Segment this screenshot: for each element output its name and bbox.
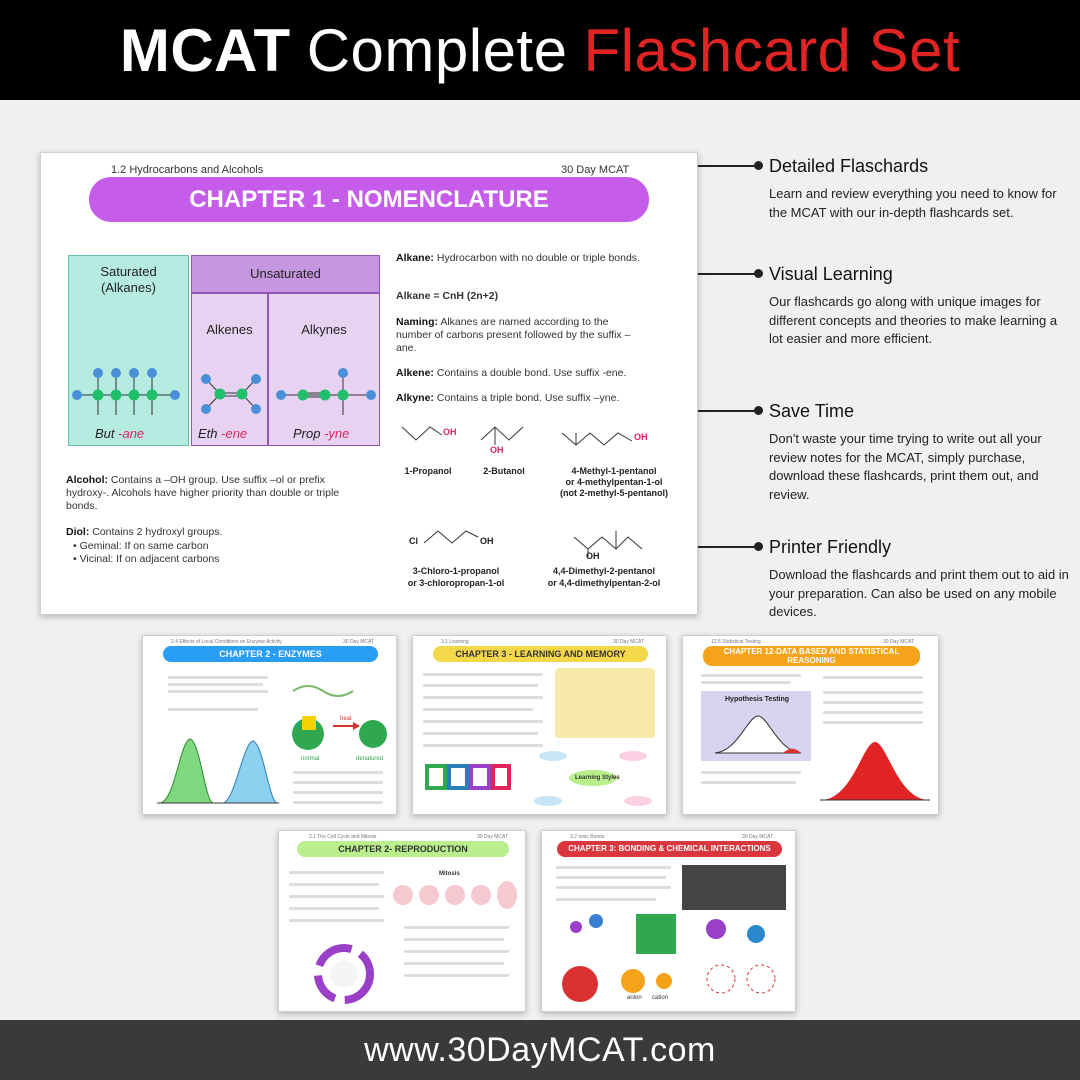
connector-line-2: [698, 273, 758, 275]
text-line: [556, 876, 666, 879]
saturated-label: Saturated (Alkanes): [100, 264, 157, 295]
table-line: [293, 791, 383, 794]
alkene-definition: [396, 367, 626, 380]
mini-tag: 2.4 Effects of Local Conditions on Enzyme Activity: [171, 639, 282, 645]
oh-label-3: OH: [634, 432, 648, 442]
text-line: [423, 684, 538, 687]
feature-title: Visual Learning: [769, 264, 893, 284]
text-line: [168, 690, 268, 693]
text-line: [701, 681, 791, 684]
alkynes-label: Alkynes: [301, 322, 347, 337]
card-title: CHAPTER 1 - NOMENCLATURE: [89, 177, 649, 222]
butane-suffix: -ane: [118, 426, 145, 441]
butane-molecule-diagram: [71, 365, 186, 415]
alcohol-skeletal-structures: [396, 415, 666, 465]
anion-label: anion: [627, 995, 642, 1001]
mini-tag: 12.6 Statistical Testing: [711, 639, 761, 645]
page-header: [0, 0, 1080, 100]
mitosis-label: Mitosis: [439, 871, 460, 877]
feature-text: Learn and review everything you need to know for the MCAT with our in-depth flashcards set.: [769, 186, 1057, 220]
unsaturated-label: Unsaturated: [191, 255, 380, 293]
geminal-bullet: • Geminal: If on same carbon: [73, 540, 209, 552]
table-line: [293, 801, 383, 804]
title-mcat: MCAT: [119, 16, 291, 84]
oh-label-5: OH: [586, 551, 600, 561]
propyne-caption: [293, 426, 349, 441]
enzyme-activity-curves: [155, 731, 280, 809]
text-line: [556, 898, 656, 901]
card-brand: 30 Day MCAT: [561, 164, 630, 176]
mini-brand: 30 Day MCAT: [343, 639, 375, 645]
hypothesis-label: Hypothesis Testing: [725, 696, 790, 703]
ethene-caption: [198, 426, 247, 441]
butane-prefix: But: [95, 426, 115, 441]
alcohol-text: Contains a –OH group. Use suffix –ol or prefix hydroxy-. Alcohols have higher priority than double or triple bonds.: [66, 474, 340, 512]
alkane-definition: [396, 252, 651, 265]
table-line: [823, 701, 923, 704]
text-line: [556, 866, 671, 869]
text-line: [289, 883, 379, 886]
connector-line-4: [698, 546, 758, 548]
geminal-text: Geminal: If on same carbon: [79, 540, 209, 552]
connector-line-3: [698, 410, 758, 412]
mini-brand: 30 Day MCAT: [613, 639, 645, 645]
name-4-4-dimethyl-2-pentanol: [539, 565, 669, 589]
diol-label: Diol:: [66, 526, 90, 538]
feature-detailed-flashcards: [769, 156, 1069, 222]
diol-text: Contains 2 hydroxyl groups.: [92, 526, 223, 538]
table-line: [823, 711, 923, 714]
cell-cycle-diagram: [309, 939, 379, 1009]
mini-card-enzymes: [142, 635, 397, 815]
alkene-label: Alkene:: [396, 367, 434, 379]
feature-title: Save Time: [769, 401, 855, 421]
alkyne-label: Alkyne:: [396, 392, 434, 404]
hypothesis-curve: [713, 711, 803, 756]
confidence-interval-curve: [818, 736, 933, 806]
table-line: [293, 781, 383, 784]
alkane-formula: Alkane = CnH (2n+2): [396, 290, 499, 302]
text-line: [423, 708, 533, 711]
mini-brand: 30 Day MCAT: [477, 834, 509, 840]
alkane-label: Alkane:: [396, 252, 434, 264]
name-2-butanol: 2-Butanol: [483, 466, 525, 476]
name-3-chloro-line-b: or 3-chloropropan-1-ol: [407, 578, 505, 588]
feature-text: Our flashcards go along with unique images for different concepts and theories to make learning a lot easier and more efficient.: [769, 294, 1058, 346]
alkane-text: Hydrocarbon with no double or triple bonds.: [436, 252, 640, 264]
text-line: [404, 974, 509, 977]
table-line: [823, 691, 923, 694]
mini-title: CHAPTER 3: BONDING & CHEMICAL INTERACTIONS: [557, 841, 782, 857]
table-line: [823, 721, 923, 724]
cation-label: cation: [652, 995, 669, 1001]
alcohol-definition: [66, 474, 366, 513]
title-flashcard-set: Flashcard Set: [583, 16, 961, 84]
butane-caption: [95, 426, 144, 441]
mini-brand: 30 Day MCAT: [883, 639, 915, 645]
alkyne-text: Contains a triple bond. Use suffix –yne.: [436, 392, 620, 404]
text-line: [168, 683, 263, 686]
chloro-alcohol-skeletal-structures: [406, 521, 676, 561]
text-line: [404, 950, 509, 953]
ethene-suffix: -ene: [221, 426, 248, 441]
connector-line-1: [698, 165, 758, 167]
text-line: [423, 732, 538, 735]
feature-visual-learning: [769, 264, 1069, 349]
mitosis-diagram: [391, 879, 521, 914]
ethene-prefix: Eth: [198, 426, 218, 441]
feature-title: Detailed Flaschards: [769, 156, 929, 176]
name-4-methyl-line-a: 4-Methyl-1-pentanol: [571, 466, 657, 476]
ion-transfer-diagram: [682, 865, 786, 910]
saturated-panel: [68, 255, 189, 446]
text-line: [423, 673, 543, 676]
mini-title: CHAPTER 2 - ENZYMES: [163, 646, 378, 662]
cl-label: Cl: [409, 536, 418, 546]
mini-card-statistics: [682, 635, 939, 815]
mini-card-learning-memory: [412, 635, 667, 815]
oh-label-1: OH: [443, 427, 457, 437]
name-3-chloro-1-propanol: [396, 565, 516, 589]
propyne-prefix: Prop: [293, 426, 321, 441]
text-line: [289, 895, 384, 898]
text-line: [289, 907, 379, 910]
name-4-methyl-line-c: (not 2-methyl-5-pentanol): [560, 488, 668, 498]
learning-styles-puzzle: [423, 756, 513, 801]
alkene-text: Contains a double bond. Use suffix -ene.: [436, 367, 627, 379]
normal-label: normal: [301, 756, 320, 762]
mini-tag: 2.1 The Cell Cycle and Mitosis: [309, 834, 377, 840]
feature-text: Download the flashcards and print them out to aid in your preparation. Can also be used on any mobile devices.: [769, 567, 1069, 619]
name-4-4-dimethyl-line-b: or 4,4-dimethylpentan-2-ol: [547, 578, 661, 588]
mini-tag: 3.2 Ionic Bonds: [570, 834, 605, 840]
heat-label: heat: [340, 716, 352, 722]
vicinal-text: Vicinal: If on adjacent carbons: [79, 553, 220, 565]
diol-definition: [66, 526, 222, 539]
naming-label: Naming:: [396, 316, 438, 328]
oh-label-4: OH: [480, 536, 494, 546]
table-line: [293, 771, 383, 774]
name-4-4-dimethyl-line-a: 4,4-Dimethyl-2-pentanol: [552, 566, 655, 576]
mini-brand: 30 Day MCAT: [742, 834, 774, 840]
text-line: [701, 771, 801, 774]
mini-card-reproduction: [278, 830, 526, 1012]
oh-label-2: OH: [490, 445, 504, 455]
feature-printer-friendly: [769, 537, 1069, 622]
connector-dot-3: [754, 406, 763, 415]
name-1-propanol: 1-Propanol: [404, 466, 452, 476]
text-line: [404, 926, 509, 929]
feature-title: Printer Friendly: [769, 537, 892, 557]
text-line: [404, 938, 504, 941]
feature-save-time: [769, 401, 1069, 504]
alkyne-definition: [396, 392, 619, 405]
learning-styles-label: Learning Styles: [575, 775, 620, 781]
page-footer: [0, 1020, 1080, 1080]
title-complete: Complete: [306, 16, 568, 84]
text-line: [423, 696, 543, 699]
text-line: [556, 886, 671, 889]
mini-card-bonding: [541, 830, 796, 1012]
text-line: [701, 674, 801, 677]
name-4-methyl-line-b: or 4-methylpentan-1-ol: [565, 477, 663, 487]
naming-text: Alkanes are named according to the number of carbons present followed by the suffix –ane.: [396, 316, 631, 354]
ethene-molecule-diagram: [196, 369, 266, 415]
name-3-chloro-line-a: 3-Chloro-1-propanol: [412, 566, 500, 576]
propyne-suffix: -yne: [324, 426, 350, 441]
alkenes-label: Alkenes: [206, 322, 253, 337]
propyne-molecule-diagram: [273, 365, 378, 415]
table-line: [823, 676, 923, 679]
text-line: [168, 676, 268, 679]
text-line: [289, 871, 384, 874]
enzyme-denaturation-diagram: [288, 676, 388, 756]
connector-dot-1: [754, 161, 763, 170]
text-line: [168, 708, 258, 711]
denatured-label: denatured: [356, 756, 384, 762]
text-line: [701, 781, 796, 784]
website-url[interactable]: www.30DayMCAT.com: [364, 1030, 716, 1069]
naming-definition: [396, 316, 646, 355]
name-4-methyl-1-pentanol: [549, 466, 679, 499]
text-line: [423, 720, 543, 723]
reinforcement-grid: [555, 668, 655, 738]
text-line: [404, 962, 504, 965]
mini-title: CHAPTER 3 - LEARNING AND MEMORY: [433, 646, 648, 662]
crystal-lattice-diagram: [556, 909, 796, 1009]
alcohol-label: Alcohol:: [66, 474, 108, 486]
connector-dot-4: [754, 542, 763, 551]
vicinal-bullet: • Vicinal: If on adjacent carbons: [73, 553, 220, 565]
main-flashcard-preview: [40, 152, 698, 615]
mini-title: CHAPTER 2- REPRODUCTION: [297, 841, 509, 857]
mini-title: CHAPTER 12-DATA BASED AND STATISTICAL REASONING: [703, 646, 920, 666]
connector-dot-2: [754, 269, 763, 278]
card-section: 1.2 Hydrocarbons and Alcohols: [111, 164, 264, 176]
text-line: [289, 919, 384, 922]
mini-tag: 3.1 Learning: [441, 639, 469, 645]
feature-text: Don't waste your time trying to write out all your review notes for the MCAT, simply purchase, download these flashcards, print them out, and review.: [769, 431, 1042, 502]
